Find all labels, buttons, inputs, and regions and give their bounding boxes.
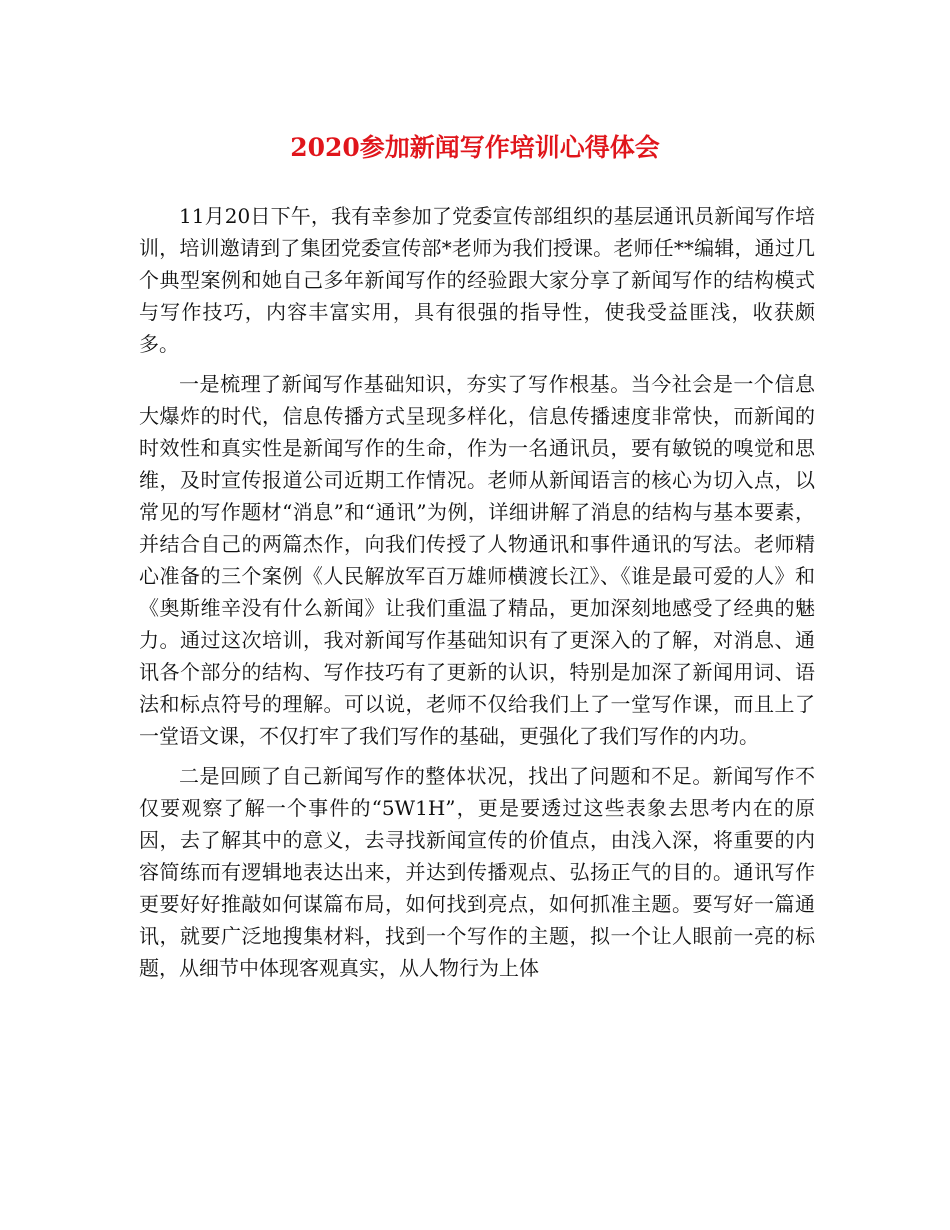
paragraph-second-point: 二是回顾了自己新闻写作的整体状况，找出了问题和不足。新闻写作不仅要观察了解一个事件的“5W1H”，更是要透过这些表象去思考内在的原因，去了解其中的意义，去寻找新闻宣传的价值点，由浅入深，将重要的内容简练而有逻辑地表达出来，并达到传播观点、弘扬正气的目的。通讯写作更要好好推敲如何谋篇布局，如何找到亮点，如何抓准主题。要写好一篇通讯，就要广泛地搜集材料，找到一个写作的主题，拟一个让人眼前一亮的标题，从细节中体现客观真实，从人物行为上体 [139,764,815,980]
paragraph-first-point: 一是梳理了新闻写作基础知识，夯实了写作根基。当今社会是一个信息大爆炸的时代，信息传播方式呈现多样化，信息传播速度非常快，而新闻的时效性和真实性是新闻写作的生命，作为一名通讯员，要有敏锐的嗅觉和思维，及时宣传报道公司近期工作情况。老师从新闻语言的核心为切入点，以常见的写作题材“消息”和“通讯”为例，详细讲解了消息的结构与基本要素，并结合自己的两篇杰作，向我们传授了人物通讯和事件通讯的写法。老师精心准备的三个案例《人民解放军百万雄师横渡长江》、《谁是最可爱的人》和《奥斯维辛没有什么新闻》让我们重温了精品，更加深刻地感受了经典的魅力。通过这次培训，我对新闻写作基础知识有了更深入的了解，对消息、通讯各个部分的结构、写作技巧有了更新的认识，特别是加深了新闻用词、语法和标点符号的理解。可以说，老师不仅给我们上了一堂写作课，而且上了一堂语文课，不仅打牢了我们写作的基础，更强化了我们写作的内功。 [139,372,815,748]
document-title: 2020参加新闻写作培训心得体会 [290,133,660,162]
paragraph-intro: 11月20日下午，我有幸参加了党委宣传部组织的基层通讯员新闻写作培训，培训邀请到了集团党委宣传部*老师为我们授课。老师任**编辑，通过几个典型案例和她自己多年新闻写作的经验跟大家分享了新闻写作的结构模式与写作技巧，内容丰富实用，具有很强的指导性，使我受益匪浅，收获颇多。 [139,204,815,356]
document-body [139,200,815,984]
